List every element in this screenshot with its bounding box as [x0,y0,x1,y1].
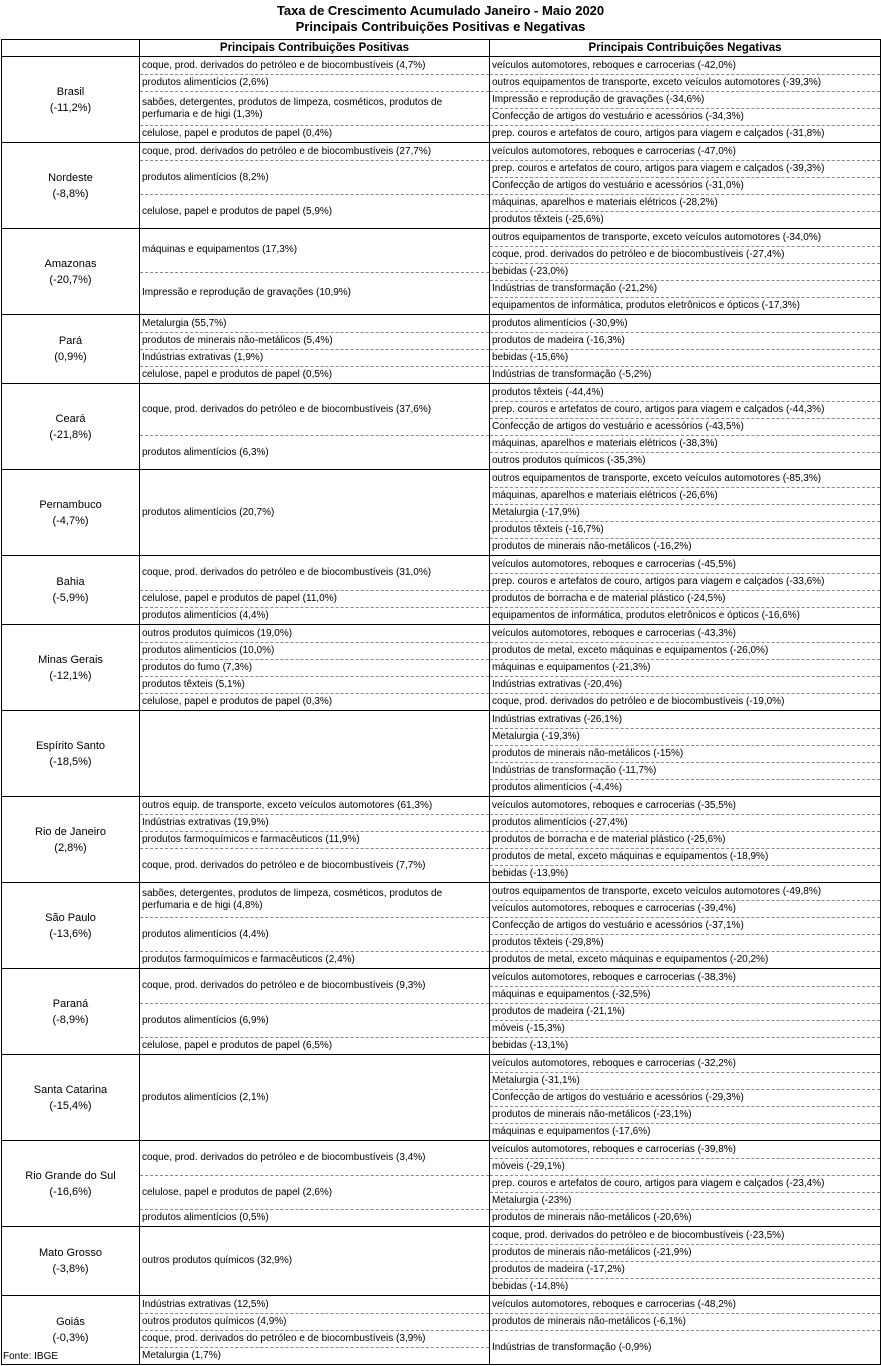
negative-contribution-item: coque, prod. derivados do petróleo e de biocombustíveis (-19,0%) [490,693,880,710]
table-row [2,229,881,315]
positive-contribution-item: Indústrias extrativas (19,9%) [140,814,489,831]
negative-contribution-item: produtos de borracha e de material plástico (-25,6%) [490,831,880,848]
region-name: Minas Gerais [38,653,103,666]
negative-contribution-item: máquinas, aparelhos e materiais elétricos (-28,2%) [490,194,880,211]
positive-contribution-item: celulose, papel e produtos de papel (6,5%) [140,1037,489,1054]
negative-contribution-item: produtos de metal, exceto máquinas e equipamentos (-20,2%) [490,951,880,968]
negative-contributions-cell [490,556,881,625]
negative-contribution-item: Indústrias de transformação (-5,2%) [490,366,880,383]
positive-contribution-item: coque, prod. derivados do petróleo e de biocombustíveis (9,3%) [142,980,426,991]
negative-contribution-item: máquinas e equipamentos (-32,5%) [490,986,880,1003]
negative-contribution-item: prep. couros e artefatos de couro, artigos para viagem e calçados (-44,3%) [490,401,880,418]
table-row [2,1296,881,1365]
negative-contributions-cell [490,711,881,797]
positive-contribution-item: coque, prod. derivados do petróleo e de biocombustíveis (4,7%) [142,59,426,71]
negative-contribution-item: Metalurgia (-19,3%) [490,728,880,745]
negative-contribution-item: Indústrias de transformação (-11,7%) [490,762,880,779]
region-rate: (-12,1%) [49,669,92,682]
negative-contribution-item: Indústrias extrativas (-20,4%) [490,676,880,693]
table-row [2,384,881,470]
positive-contribution-item: produtos têxteis (5,1%) [140,676,489,693]
negative-contributions-cell [490,384,881,470]
region-cell [2,625,140,711]
positive-contribution-item: celulose, papel e produtos de papel (5,9%) [140,194,489,228]
region-cell [2,1141,140,1227]
region-name: Nordeste [48,171,93,184]
region-rate: (-16,6%) [49,1185,92,1198]
region-cell [2,1227,140,1296]
positive-contribution-item: coque, prod. derivados do petróleo e de biocombustíveis (27,7%) [142,145,432,157]
positive-contribution-item: produtos alimentícios (4,4%) [140,917,489,951]
negative-contribution-item: máquinas, aparelhos e materiais elétricos (-38,3%) [490,435,880,452]
region-name: Paraná [52,997,89,1010]
negative-contribution-item: bebidas (-15,6%) [490,349,880,366]
negative-contribution-item: Confecção de artigos do vestuário e acessórios (-34,3%) [490,108,880,125]
negative-contribution-item: Confecção de artigos do vestuário e acessórios (-37,1%) [490,917,880,934]
negative-contribution-item: Confecção de artigos do vestuário e acessórios (-31,0%) [490,177,880,194]
negative-contribution-item: Indústrias de transformação (-21,2%) [490,280,880,297]
negative-contributions-cell [490,470,881,556]
region-cell [2,883,140,969]
positive-contribution-item: produtos alimentícios (20,7%) [142,506,275,518]
region-rate: (-13,6%) [49,927,92,940]
positive-contribution-item: produtos alimentícios (2,1%) [142,1091,269,1103]
negative-contributions-cell [490,1227,881,1296]
negative-contributions-cell [490,883,881,969]
negative-contribution-item: veículos automotores, reboques e carrocerias (-35,5%) [492,799,737,811]
positive-contributions-cell [140,1296,490,1365]
positive-contribution-item: coque, prod. derivados do petróleo e de biocombustíveis (31,0%) [142,567,432,578]
region-rate: (-8,8%) [52,187,89,200]
table-body [2,57,881,1365]
region-cell [2,57,140,143]
negative-contribution-item: Metalurgia (-23%) [490,1192,880,1209]
negative-contribution-item: bebidas (-23,0%) [490,263,880,280]
region-rate: (0,9%) [54,351,87,363]
negative-contribution-item: veículos automotores, reboques e carrocerias (-48,2%) [492,1298,737,1310]
negative-contribution-item: máquinas, aparelhos e materiais elétricos (-26,6%) [490,487,880,504]
positive-contributions-cell [140,711,490,797]
region-name: Pernambuco [39,498,102,511]
negative-contribution-item: veículos automotores, reboques e carrocerias (-39,4%) [490,900,880,917]
region-rate: (-4,7%) [52,514,89,527]
negative-contribution-item: Indústrias extrativas (-26,1%) [492,713,623,725]
region-name: Mato Grosso [39,1247,102,1259]
negative-contribution-item: veículos automotores, reboques e carrocerias (-43,3%) [492,627,737,639]
region-rate: (-20,7%) [49,273,92,286]
negative-contribution-item: produtos têxteis (-29,8%) [490,934,880,951]
region-cell [2,229,140,315]
negative-contribution-item: produtos têxteis (-16,7%) [490,521,880,538]
table-row [2,1227,881,1296]
negative-contribution-item: produtos de madeira (-16,3%) [490,332,880,349]
positive-contribution-item: celulose, papel e produtos de papel (0,3%) [140,693,489,710]
contributions-table [1,39,881,1365]
header-region [2,40,140,57]
negative-contributions-cell [490,315,881,384]
negative-contribution-item: outros equipamentos de transporte, exceto veículos automotores (-39,3%) [490,74,880,91]
report-title: Taxa de Crescimento Acumulado Janeiro - Maio 2020 [276,3,605,18]
positive-contribution-item: produtos alimentícios (2,6%) [140,74,489,91]
report-subtitle: Principais Contribuições Positivas e Negativas [295,19,586,34]
positive-contribution-item: sabões, detergentes, produtos de limpeza, cosméticos, produtos de perfumaria e de higi (1,3%) [140,91,489,125]
negative-contribution-item: produtos de minerais não-metálicos (-23,1%) [490,1106,880,1123]
negative-contribution-item: prep. couros e artefatos de couro, artigos para viagem e calçados (-31,8%) [490,125,880,142]
positive-contribution-item: coque, prod. derivados do petróleo e de biocombustíveis (3,4%) [142,1152,426,1163]
positive-contributions-cell [140,315,490,384]
region-cell [2,969,140,1055]
negative-contribution-item: prep. couros e artefatos de couro, artigos para viagem e calçados (-33,6%) [490,573,880,590]
positive-contribution-item: celulose, papel e produtos de papel (2,6%) [140,1175,489,1209]
positive-contribution-item: sabões, detergentes, produtos de limpeza, cosméticos, produtos de perfumaria e de higi (4,8%) [142,888,443,911]
negative-contribution-item: Metalurgia (-31,1%) [490,1072,880,1089]
negative-contribution-item: equipamentos de informática, produtos eletrônicos e ópticos (-16,6%) [490,607,880,624]
negative-contributions-cell [490,797,881,883]
negative-contribution-item: Confecção de artigos do vestuário e acessórios (-43,5%) [490,418,880,435]
positive-contributions-cell [140,1055,490,1141]
header-positive: Principais Contribuições Positivas [140,40,490,57]
negative-contribution-item: produtos de minerais não-metálicos (-20,6%) [490,1209,880,1226]
region-cell [2,1055,140,1141]
region-rate: (-5,9%) [52,592,89,604]
positive-contribution-item: coque, prod. derivados do petróleo e de biocombustíveis (7,7%) [140,848,489,882]
positive-contribution-item: produtos alimentícios (6,9%) [140,1003,489,1037]
negative-contribution-item: máquinas e equipamentos (-21,3%) [490,659,880,676]
region-cell [2,711,140,797]
negative-contribution-item: veículos automotores, reboques e carrocerias (-32,2%) [492,1057,737,1069]
table-row [2,57,881,143]
positive-contributions-cell [140,384,490,470]
positive-contribution-item: produtos do fumo (7,3%) [140,659,489,676]
region-rate: (-11,2%) [49,101,92,114]
positive-contributions-cell [140,883,490,969]
positive-contribution-item: coque, prod. derivados do petróleo e de biocombustíveis (37,6%) [142,403,432,415]
table-row [2,1055,881,1141]
region-name: Goiás [56,1316,85,1328]
region-cell [2,143,140,229]
region-name: Ceará [55,412,86,425]
region-name: Espírito Santo [35,739,106,752]
table-row [2,556,881,625]
negative-contributions-cell [490,1296,881,1365]
negative-contribution-item: Metalurgia (-17,9%) [490,504,880,521]
negative-contribution-item: produtos de minerais não-metálicos (-6,1%) [490,1313,880,1330]
table-row [2,315,881,384]
positive-contribution-item: Indústrias extrativas (12,5%) [142,1298,269,1310]
negative-contributions-cell [490,625,881,711]
region-rate: (2,8%) [54,841,87,854]
region-rate: (-18,5%) [49,755,92,768]
positive-contribution-item: Indústrias extrativas (1,9%) [140,349,489,366]
positive-contribution-item: produtos alimentícios (6,3%) [140,435,489,469]
negative-contribution-item: produtos de minerais não-metálicos (-16,2%) [490,538,880,555]
positive-contribution-item: outros equip. de transporte, exceto veículos automotores (61,3%) [142,799,433,811]
positive-contribution-item: celulose, papel e produtos de papel (11,0%) [140,590,489,607]
negative-contribution-item: coque, prod. derivados do petróleo e de biocombustíveis (-27,4%) [490,246,880,263]
table-row [2,470,881,556]
region-cell [2,384,140,470]
positive-contribution-item: máquinas e equipamentos (17,3%) [142,244,298,256]
positive-contributions-cell [140,625,490,711]
negative-contribution-item: outros produtos químicos (-35,3%) [490,452,880,469]
negative-contribution-item: produtos de borracha e de material plástico (-24,5%) [490,590,880,607]
negative-contribution-item: produtos de madeira (-17,2%) [490,1261,880,1278]
positive-contribution-item: Metalurgia (55,7%) [142,317,227,329]
region-name: Rio de Janeiro [35,825,106,838]
header-negative: Principais Contribuições Negativas [490,40,881,57]
negative-contribution-item: veículos automotores, reboques e carrocerias (-39,8%) [492,1143,737,1155]
negative-contributions-cell [490,143,881,229]
region-cell [2,556,140,625]
negative-contribution-item: produtos de minerais não-metálicos (-21,9%) [490,1244,880,1261]
region-name: Amazonas [44,257,97,270]
negative-contribution-item: móveis (-15,3%) [490,1020,880,1037]
positive-contributions-cell [140,1141,490,1227]
negative-contribution-item: Impressão e reprodução de gravações (-34,6%) [490,91,880,108]
region-name: Rio Grande do Sul [25,1169,116,1182]
positive-contributions-cell [140,143,490,229]
negative-contribution-item: coque, prod. derivados do petróleo e de biocombustíveis (-23,5%) [492,1229,785,1241]
region-rate: (-3,8%) [52,1263,89,1275]
table-row [2,883,881,969]
negative-contribution-item: produtos alimentícios (-4,4%) [490,779,880,796]
negative-contribution-item: bebidas (-14,8%) [490,1278,880,1295]
negative-contributions-cell [490,969,881,1055]
region-rate: (-0,3%) [52,1332,89,1344]
negative-contribution-item: bebidas (-13,9%) [490,865,880,882]
negative-contribution-item: outros equipamentos de transporte, exceto veículos automotores (-85,3%) [492,472,822,484]
negative-contribution-item: prep. couros e artefatos de couro, artigos para viagem e calçados (-39,3%) [490,160,880,177]
positive-contribution-item: produtos alimentícios (8,2%) [140,160,489,194]
positive-contribution-item: produtos alimentícios (4,4%) [140,607,489,624]
positive-contributions-cell [140,556,490,625]
negative-contribution-item: produtos têxteis (-44,4%) [492,386,604,398]
negative-contributions-cell [490,1141,881,1227]
region-rate: (-15,4%) [49,1099,92,1112]
positive-contribution-item: produtos farmoquímicos e farmacêuticos (2,4%) [140,951,489,968]
positive-contribution-item: celulose, papel e produtos de papel (0,4%) [140,125,489,142]
negative-contribution-item: veículos automotores, reboques e carrocerias (-47,0%) [492,145,737,157]
region-name: Pará [58,335,83,347]
positive-contribution-item: outros produtos químicos (32,9%) [142,1255,293,1266]
positive-contribution-item: coque, prod. derivados do petróleo e de biocombustíveis (3,9%) [140,1330,489,1347]
positive-contributions-cell [140,57,490,143]
positive-contributions-cell [140,969,490,1055]
table-row [2,711,881,797]
positive-contribution-item: outros produtos químicos (4,9%) [140,1313,489,1330]
negative-contributions-cell [490,57,881,143]
negative-contribution-item: prep. couros e artefatos de couro, artigos para viagem e calçados (-23,4%) [490,1175,880,1192]
negative-contribution-item: veículos automotores, reboques e carrocerias (-45,5%) [492,558,737,570]
region-name: Bahia [56,576,85,588]
positive-contribution-item: outros produtos químicos (19,0%) [142,627,293,639]
positive-contribution-item: produtos alimentícios (10,0%) [140,642,489,659]
region-cell [2,470,140,556]
positive-contribution-item: Impressão e reprodução de gravações (10,9%) [140,272,489,315]
negative-contribution-item: máquinas e equipamentos (-17,6%) [490,1123,880,1140]
negative-contributions-cell [490,229,881,315]
negative-contribution-item: produtos alimentícios (-27,4%) [490,814,880,831]
negative-contribution-item: Indústrias de transformação (-0,9%) [490,1330,880,1364]
negative-contribution-item: veículos automotores, reboques e carrocerias (-42,0%) [492,59,737,71]
positive-contributions-cell [140,797,490,883]
positive-contribution-item: produtos alimentícios (0,5%) [140,1209,489,1226]
negative-contribution-item: outros equipamentos de transporte, exceto veículos automotores (-34,0%) [492,231,822,243]
positive-contribution-item: celulose, papel e produtos de papel (0,5%) [140,366,489,383]
negative-contribution-item: bebidas (-13,1%) [490,1037,880,1054]
region-name: Brasil [56,85,85,98]
region-cell [2,315,140,384]
positive-contributions-cell [140,1227,490,1296]
negative-contributions-cell [490,1055,881,1141]
source-note: Fonte: IBGE [3,1351,59,1362]
negative-contribution-item: produtos alimentícios (-30,9%) [492,317,628,329]
region-rate: (-21,8%) [49,428,92,441]
positive-contributions-cell [140,229,490,315]
region-cell [2,797,140,883]
positive-contributions-cell [140,470,490,556]
table-row [2,969,881,1055]
table-row [2,625,881,711]
positive-contribution-item: produtos farmoquímicos e farmacêuticos (11,9%) [140,831,489,848]
region-name: Santa Catarina [33,1083,108,1096]
negative-contribution-item: produtos de minerais não-metálicos (-15%) [490,745,880,762]
negative-contribution-item: Confecção de artigos do vestuário e acessórios (-29,3%) [490,1089,880,1106]
table-header-row [2,40,881,57]
negative-contribution-item: móveis (-29,1%) [490,1158,880,1175]
region-rate: (-8,9%) [52,1013,89,1026]
negative-contribution-item: equipamentos de informática, produtos eletrônicos e ópticos (-17,3%) [490,297,880,314]
region-name: São Paulo [45,911,96,924]
negative-contribution-item: outros equipamentos de transporte, exceto veículos automotores (-49,8%) [492,885,822,897]
positive-contribution-item: produtos de minerais não-metálicos (5,4%) [140,332,489,349]
negative-contribution-item: veículos automotores, reboques e carrocerias (-38,3%) [492,971,737,983]
table-row [2,797,881,883]
negative-contribution-item: produtos de metal, exceto máquinas e equipamentos (-26,0%) [490,642,880,659]
positive-contribution-item: Metalurgia (1,7%) [140,1347,489,1364]
negative-contribution-item: produtos de metal, exceto máquinas e equipamentos (-18,9%) [490,848,880,865]
negative-contribution-item: produtos têxteis (-25,6%) [490,211,880,228]
table-row [2,1141,881,1227]
table-row [2,143,881,229]
negative-contribution-item: produtos de madeira (-21,1%) [490,1003,880,1020]
